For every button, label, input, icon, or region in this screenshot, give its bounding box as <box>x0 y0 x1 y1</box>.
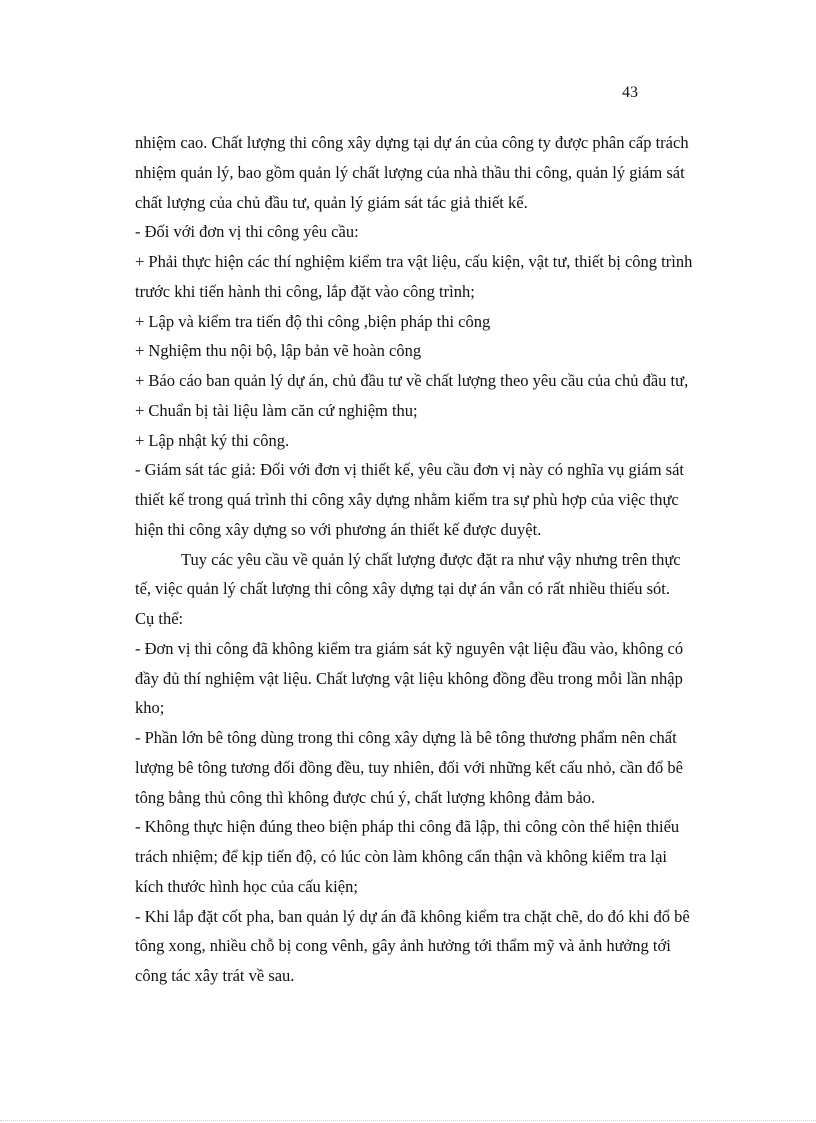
text-line: kho; <box>135 698 165 718</box>
text-line: hiện thi công xây dựng so với phương án thiết kế được duyệt. <box>135 519 542 539</box>
text-line: trách nhiệm; để kịp tiến độ, có lúc còn làm không cẩn thận và không kiểm tra lại <box>135 847 667 866</box>
text-line: lượng bê tông tương đối đồng đều, tuy nhiên, đối với những kết cấu nhỏ, cần đổ bê <box>135 757 683 777</box>
text-line: kích thước hình học của cấu kiện; <box>135 876 358 896</box>
text-line: - Đơn vị thi công đã không kiểm tra giám sát kỹ nguyên vật liệu đầu vào, không có <box>135 638 684 658</box>
text-line: + Lập và kiểm tra tiến độ thi công ,biện pháp thi công <box>135 311 491 331</box>
text-line: - Đối với đơn vị thi công yêu cầu: <box>135 222 359 242</box>
text-line: công tác xây trát về sau. <box>135 966 295 985</box>
text-line: nhiệm quản lý, bao gồm quản lý chất lượng của nhà thầu thi công, quản lý giám sát <box>135 162 685 182</box>
text-line: tông bằng thủ công thì không được chú ý, chất lượng không đảm bảo. <box>135 787 596 807</box>
text-line: Tuy các yêu cầu về quản lý chất lượng được đặt ra như vậy nhưng trên thực <box>181 549 681 569</box>
text-line: Cụ thể: <box>135 609 184 628</box>
text-line: + Nghiệm thu nội bộ, lập bản vẽ hoàn công <box>135 341 422 361</box>
text-line: nhiệm cao. Chất lượng thi công xây dựng tại dự án của công ty được phân cấp trách <box>135 133 689 152</box>
page-bottom-border <box>0 1120 816 1121</box>
text-line: tông xong, nhiều chỗ bị cong vênh, gây ảnh hưởng tới thẩm mỹ và ảnh hưởng tới <box>135 936 671 956</box>
page-number: 43 <box>622 84 638 101</box>
text-line: chất lượng của chủ đầu tư, quản lý giám sát tác giả thiết kế. <box>135 192 528 212</box>
text-line: + Lập nhật ký thi công. <box>135 430 290 450</box>
text-line: trước khi tiến hành thi công, lắp đặt vào công trình; <box>135 281 475 301</box>
text-line: - Không thực hiện đúng theo biện pháp thi công đã lập, thi công còn thể hiện thiếu <box>135 817 680 837</box>
text-line: - Giám sát tác giả: Đối với đơn vị thiết kế, yêu cầu đơn vị này có nghĩa vụ giám sát <box>135 460 685 480</box>
text-line: đầy đủ thí nghiệm vật liệu. Chất lượng vật liệu không đồng đều trong mỗi lần nhập <box>135 668 683 688</box>
text-line: thiết kế trong quá trình thi công xây dựng nhằm kiểm tra sự phù hợp của việc thực <box>135 490 679 509</box>
text-line: - Phần lớn bê tông dùng trong thi công xây dựng là bê tông thương phẩm nên chất <box>135 728 677 747</box>
text-line: - Khi lắp đặt cốt pha, ban quản lý dự án đã không kiểm tra chặt chẽ, do đó khi đổ bê <box>135 906 690 926</box>
text-line: tế, việc quản lý chất lượng thi công xây dựng tại dự án vẫn có rất nhiều thiếu sót. <box>135 579 671 599</box>
text-line: + Phải thực hiện các thí nghiệm kiểm tra vật liệu, cấu kiện, vật tư, thiết bị công trình <box>135 252 693 271</box>
document-body <box>135 128 693 991</box>
text-line: + Báo cáo ban quản lý dự án, chủ đầu tư về chất lượng theo yêu cầu của chủ đầu tư, <box>135 371 689 390</box>
text-line: + Chuẩn bị tài liệu làm căn cứ nghiệm thu; <box>135 400 418 420</box>
